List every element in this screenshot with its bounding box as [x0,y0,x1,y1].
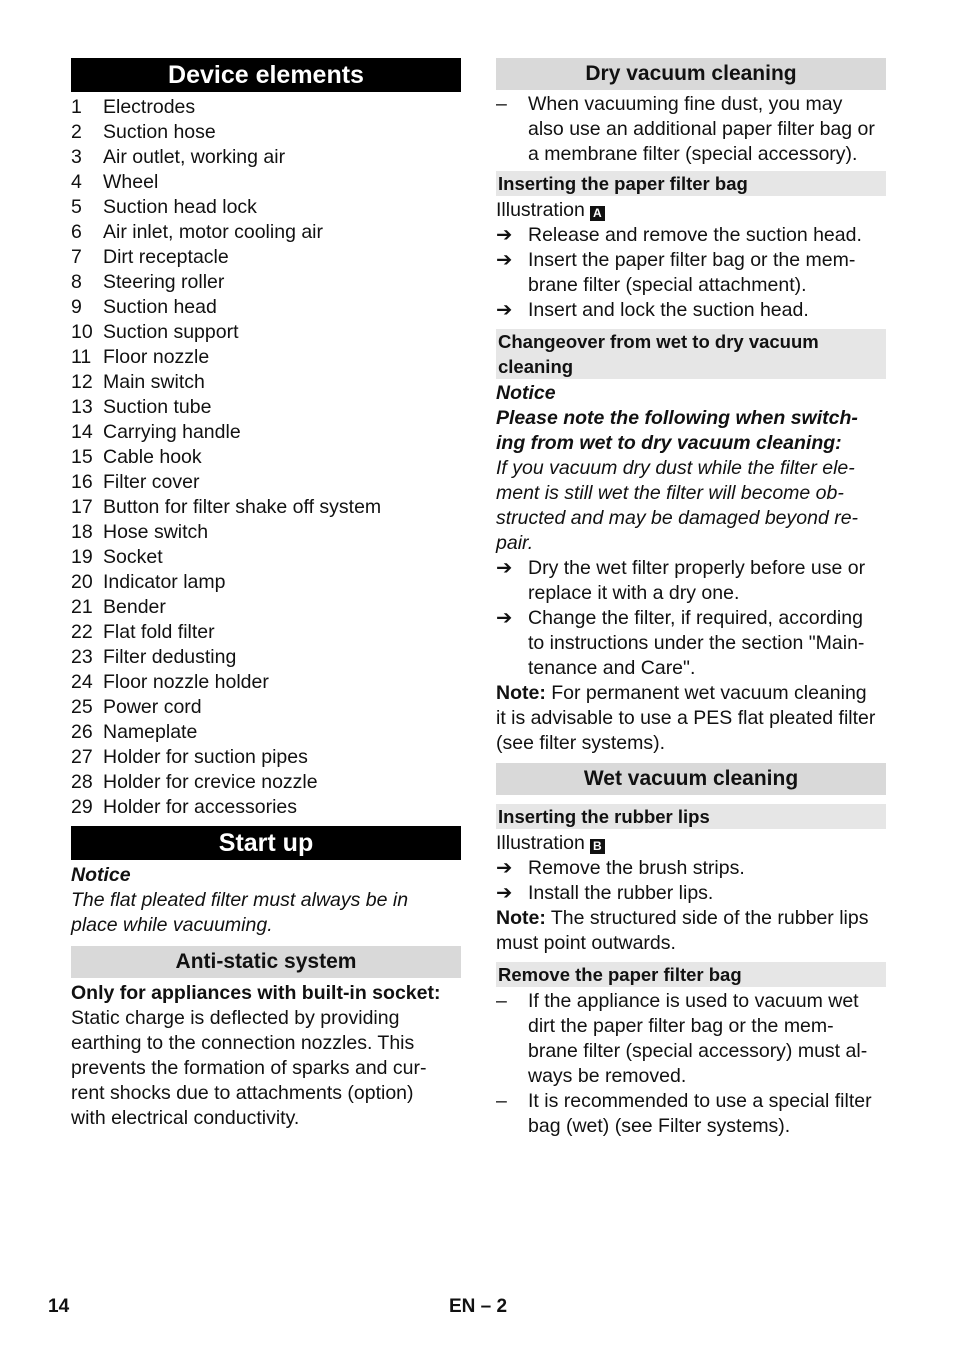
element-number: 19 [71,546,93,568]
arrow-icon: ➔ [496,882,513,904]
illustration-b-icon: B [590,839,605,854]
element-number: 11 [71,346,92,368]
right-column [496,58,886,1139]
step-item [496,248,886,298]
arrow-icon: ➔ [496,249,513,271]
rubber-note [496,906,886,956]
element-list-item [71,145,461,170]
element-number: 16 [71,471,93,493]
note-text: The structured side of the rubber lips [545,907,869,929]
step-item [496,298,886,323]
element-number: 22 [71,621,93,643]
element-list-item [71,545,461,570]
element-list-item [71,320,461,345]
element-name: Flat fold filter [103,621,215,643]
anti-static-line: prevents the formation of sparks and cur- [71,1057,427,1079]
step-item-text [528,606,864,681]
element-number: 21 [71,596,93,618]
dash-item-line: also use an additional paper filter bag or [528,118,875,140]
step-item [496,556,886,606]
step-item-text [528,248,855,298]
changeover-steps [496,556,886,681]
element-list-item [71,520,461,545]
step-item-line: Remove the brush strips. [528,857,745,879]
element-name: Carrying handle [103,421,241,443]
step-item-line: Release and remove the suction head. [528,224,862,246]
illustration-label: Illustration [496,832,585,854]
element-number: 20 [71,571,93,593]
start-up-notice-label: Notice [71,864,131,886]
element-number: 8 [71,271,82,293]
dash-item-line: a membrane filter (special accessory). [528,143,858,165]
illustration-a-icon: A [590,206,605,221]
element-number: 12 [71,371,93,393]
changeover-heading [496,329,886,379]
arrow-icon: ➔ [496,299,513,321]
element-name: Holder for suction pipes [103,746,308,768]
element-number: 13 [71,396,93,418]
element-list-item [71,795,461,820]
note-text: it is advisable to use a PES flat pleated filter [496,707,876,729]
illustration-ref [496,198,886,223]
section-reference: EN – 2 [449,1296,508,1317]
element-name: Wheel [103,171,159,193]
step-item-line: brane filter (special attachment). [528,274,807,296]
element-list-item [71,270,461,295]
changeover-notice-label: Notice [496,382,556,404]
changeover-notice-bold-line: Please note the following when switch- [496,407,858,429]
element-list-item [71,570,461,595]
dry-vacuum-heading: Dry vacuum cleaning [496,58,886,90]
anti-static-bold-line: Only for appliances with built-in socket: [71,982,441,1004]
element-list-item [71,370,461,395]
element-list-item [71,95,461,120]
step-item-text [528,298,809,323]
element-list-item [71,770,461,795]
anti-static-line: rent shocks due to attachments (option) [71,1082,414,1104]
element-number: 5 [71,196,82,218]
element-name: Suction tube [103,396,212,418]
element-number: 25 [71,696,93,718]
element-list-item [71,470,461,495]
remove-bag-items [496,989,886,1139]
start-up-notice-line: The flat pleated filter must always be in [71,889,409,911]
arrow-icon: ➔ [496,857,513,879]
step-item-line: Insert the paper filter bag or the mem- [528,249,856,271]
element-name: Suction head lock [103,196,257,218]
element-number: 29 [71,796,93,818]
element-list-item [71,745,461,770]
step-item-line: Dry the wet filter properly before use or [528,557,866,579]
element-number: 15 [71,446,93,468]
element-name: Steering roller [103,271,225,293]
element-number: 23 [71,646,93,668]
dash-item-line: If the appliance is used to vacuum wet [528,990,859,1012]
element-name: Floor nozzle [103,346,210,368]
changeover-notice-bold-line: ing from wet to dry vacuum cleaning: [496,432,842,454]
dash-item-line: ways be removed. [528,1065,687,1087]
element-name: Dirt receptacle [103,246,229,268]
element-list-item [71,195,461,220]
element-name: Air inlet, motor cooling air [103,221,324,243]
changeover-note [496,681,886,756]
anti-static-line: earthing to the connection nozzles. This [71,1032,415,1054]
element-list-item [71,245,461,270]
element-name: Power cord [103,696,202,718]
element-name: Indicator lamp [103,571,226,593]
step-item-text [528,223,862,248]
element-number: 17 [71,496,93,518]
element-name: Bender [103,596,166,618]
dash-item [496,989,886,1089]
step-item-line: tenance and Care". [528,657,696,679]
insert-bag-heading: Inserting the paper filter bag [496,171,886,196]
element-number: 24 [71,671,93,693]
dash-item-line: brane filter (special accessory) must al- [528,1040,868,1062]
element-number: 3 [71,146,82,168]
element-list-item [71,670,461,695]
anti-static-line: with electrical conductivity. [71,1107,300,1129]
dash-marker: – [496,93,507,115]
element-name: Holder for accessories [103,796,297,818]
changeover-notice-line: structed and may be damaged beyond re- [496,507,859,529]
insert-bag-steps [496,223,886,323]
illustration-label: Illustration [496,199,585,221]
rubber-lips-heading: Inserting the rubber lips [496,804,886,829]
element-list-item [71,220,461,245]
element-list-item [71,395,461,420]
element-number: 14 [71,421,93,443]
device-elements-heading: Device elements [71,58,461,92]
step-item-text [528,556,865,606]
device-elements-list [71,95,461,820]
element-list-item [71,445,461,470]
note-label: Note: [496,907,546,929]
changeover-notice-line: If you vacuum dry dust while the filter ele- [496,457,855,479]
element-list-item [71,295,461,320]
arrow-icon: ➔ [496,557,513,579]
element-list-item [71,645,461,670]
element-number: 7 [71,246,82,268]
element-number: 9 [71,296,82,318]
dash-item [496,92,886,167]
element-number: 2 [71,121,82,143]
anti-static-heading: Anti-static system [71,946,461,978]
step-item-line: Insert and lock the suction head. [528,299,809,321]
step-item [496,606,886,681]
changeover-notice-line: ment is still wet the filter will become ob- [496,482,844,504]
element-name: Filter dedusting [103,646,237,668]
element-name: Hose switch [103,521,209,543]
element-name: Cable hook [103,446,202,468]
dash-item-line: It is recommended to use a special filter [528,1090,872,1112]
element-number: 10 [71,321,93,343]
step-item-text [528,881,713,906]
element-name: Floor nozzle holder [103,671,269,693]
start-up-notice-line: place while vacuuming. [71,914,273,936]
step-item-line: Change the filter, if required, according [528,607,863,629]
element-list-item [71,420,461,445]
element-list-item [71,595,461,620]
arrow-icon: ➔ [496,607,513,629]
step-item [496,223,886,248]
step-item [496,881,886,906]
element-name: Button for filter shake off system [103,496,382,518]
element-name: Electrodes [103,96,196,118]
element-number: 4 [71,171,82,193]
step-item-line: replace it with a dry one. [528,582,740,604]
dash-item-text [528,1089,872,1139]
element-name: Suction head [103,296,217,318]
element-number: 27 [71,746,93,768]
element-number: 1 [71,96,82,118]
element-name: Filter cover [103,471,200,493]
dash-item-line: bag (wet) (see Filter systems). [528,1115,791,1137]
arrow-icon: ➔ [496,224,513,246]
rubber-lips-steps [496,856,886,906]
step-item-text [528,856,745,881]
element-list-item [71,345,461,370]
element-number: 26 [71,721,93,743]
dash-marker: – [496,990,507,1012]
dash-marker: – [496,1090,507,1112]
note-label: Note: [496,682,546,704]
element-name: Suction support [103,321,239,343]
element-list-item [71,720,461,745]
changeover-heading-line: cleaning [498,356,574,377]
element-list-item [71,695,461,720]
wet-vacuum-heading: Wet vacuum cleaning [496,763,886,795]
step-item [496,856,886,881]
note-text: (see filter systems). [496,732,666,754]
element-list-item [71,620,461,645]
note-text: must point outwards. [496,932,676,954]
dash-item-text [528,989,867,1089]
dash-item [496,1089,886,1139]
element-name: Socket [103,546,163,568]
element-list-item [71,495,461,520]
element-name: Main switch [103,371,205,393]
step-item-line: to instructions under the section "Main- [528,632,865,654]
element-list-item [71,170,461,195]
step-item-line: Install the rubber lips. [528,882,714,904]
note-text: For permanent wet vacuum cleaning [545,682,867,704]
element-number: 6 [71,221,82,243]
changeover-heading-line: Changeover from wet to dry vacuum [498,331,819,352]
start-up-heading: Start up [71,826,461,860]
element-name: Holder for crevice nozzle [103,771,318,793]
element-list-item [71,120,461,145]
remove-bag-heading: Remove the paper filter bag [496,962,886,987]
dash-item-line: dirt the paper filter bag or the mem- [528,1015,834,1037]
element-number: 28 [71,771,93,793]
illustration-ref [496,831,886,856]
element-name: Suction hose [103,121,216,143]
dash-item-line: When vacuuming fine dust, you may [528,93,843,115]
element-number: 18 [71,521,93,543]
anti-static-line: Static charge is deflected by providing [71,1007,400,1029]
element-name: Nameplate [103,721,198,743]
changeover-notice-line: pair. [496,532,534,554]
page-number: 14 [48,1296,70,1317]
left-column [71,58,461,1131]
element-name: Air outlet, working air [103,146,286,168]
